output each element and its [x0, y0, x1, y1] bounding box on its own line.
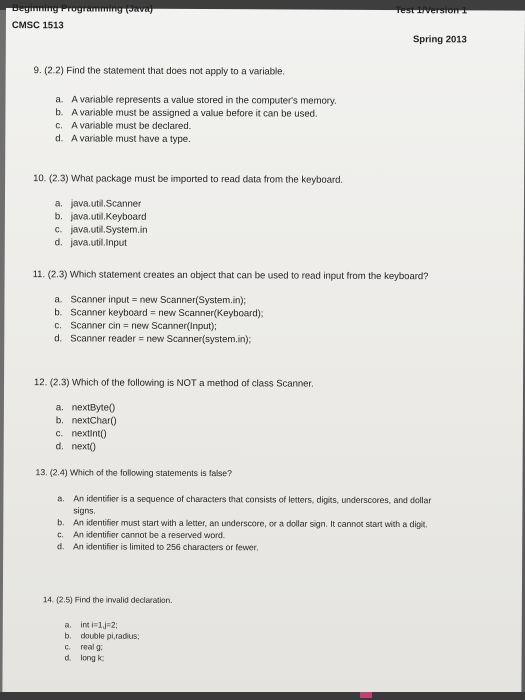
option-item: [55, 132, 473, 147]
option-text: nextByte(): [71, 402, 116, 414]
option-list: [55, 197, 473, 251]
exam-page: [2, 3, 525, 695]
option-letter: b.: [55, 107, 64, 119]
option-text: int i=1,j=2;: [80, 620, 118, 630]
question-stem: 12. (2.3) Which of the following is NOT a method of class Scanner.: [34, 377, 314, 390]
option-letter: d.: [54, 237, 63, 249]
option-text: java.util.Input: [70, 237, 127, 249]
option-text: An identifier is limited to 256 characters or fewer.: [73, 541, 259, 553]
option-text: java.util.Keyboard: [70, 211, 147, 223]
option-letter: a.: [55, 402, 64, 414]
option-item: [55, 236, 473, 251]
option-list: [54, 293, 452, 347]
option-list: [65, 619, 443, 665]
option-text: Scanner cin = new Scanner(Input);: [70, 320, 217, 333]
option-letter: d.: [54, 333, 63, 345]
question-13: [35, 466, 445, 554]
question-stem: 14. (2.5) Find the invalid declaration.: [42, 595, 173, 605]
test-version: Test 1/Version 1: [395, 5, 468, 17]
option-letter: a.: [57, 493, 65, 504]
option-text: nextInt(): [71, 428, 107, 440]
question-10: [33, 172, 473, 251]
option-letter: b.: [54, 307, 63, 319]
option-text: nextChar(): [71, 415, 117, 427]
option-letter: a.: [64, 620, 72, 630]
header-left: [11, 3, 153, 33]
header-right: [395, 5, 468, 46]
option-text: next(): [71, 441, 97, 453]
option-text: Scanner keyboard = new Scanner(Keyboard);: [70, 307, 264, 320]
option-letter: c.: [55, 428, 64, 440]
option-item: [65, 652, 443, 665]
option-text: double pi,radius;: [80, 631, 140, 641]
option-item: [56, 440, 474, 455]
option-letter: b.: [57, 517, 65, 528]
option-text: long k;: [80, 653, 105, 663]
question-14: [43, 594, 443, 665]
option-text: java.util.Scanner: [70, 198, 142, 210]
bottom-dark-strip: [0, 692, 525, 700]
option-letter: b.: [54, 211, 63, 223]
option-text: Scanner input = new Scanner(System.in);: [70, 294, 247, 307]
option-letter: b.: [64, 631, 72, 641]
option-letter: d.: [64, 653, 72, 663]
question-stem: 11. (2.3) Which statement creates an object that can be used to read input from the keyboard?: [32, 269, 429, 283]
question-stem: 10. (2.3) What package must be imported to read data from the keyboard.: [33, 173, 344, 186]
option-text: A variable must be declared.: [71, 120, 192, 132]
option-letter: c.: [57, 529, 64, 540]
option-text: An identifier must start with a letter, an underscore, or a dollar sign. It cannot start with a digit.: [73, 517, 428, 530]
option-text: An identifier is a sequence of characters that consists of letters, digits, underscores, and dollar signs.: [73, 493, 432, 516]
option-text: java.util.System.in: [70, 224, 148, 236]
option-letter: b.: [55, 415, 64, 427]
option-item: [54, 332, 452, 347]
course-code: CMSC 1513: [11, 20, 64, 32]
option-text: A variable must be assigned a value before it can be used.: [71, 107, 318, 120]
course-name: Beginning Programming (Java): [11, 3, 153, 15]
option-letter: a.: [55, 94, 64, 106]
question-stem: 13. (2.4) Which of the following statements is false?: [35, 467, 232, 479]
option-list: [56, 401, 474, 455]
question-12: [34, 376, 474, 455]
option-letter: a.: [54, 198, 63, 210]
question-9: [33, 64, 473, 147]
option-letter: c.: [54, 224, 63, 236]
option-text: An identifier cannot be a reserved word.: [73, 529, 226, 541]
option-list: [55, 93, 473, 147]
option-item: [57, 492, 445, 518]
pink-marker: [360, 692, 372, 698]
option-item: [57, 540, 445, 554]
option-text: A variable must have a type.: [71, 133, 191, 145]
option-letter: c.: [54, 320, 62, 332]
term: Spring 2013: [412, 34, 467, 46]
option-list: [57, 492, 445, 554]
option-text: real g;: [80, 642, 103, 652]
question-stem: 9. (2.2) Find the statement that does not apply to a variable.: [33, 65, 286, 78]
option-letter: a.: [54, 294, 63, 306]
option-letter: d.: [55, 441, 64, 453]
option-text: A variable represents a value stored in the computer's memory.: [71, 94, 337, 107]
option-letter: d.: [57, 541, 65, 552]
option-letter: d.: [55, 133, 64, 145]
option-letter: c.: [64, 642, 71, 652]
option-letter: c.: [55, 120, 63, 132]
question-11: [32, 268, 452, 347]
option-text: Scanner reader = new Scanner(system.in);: [70, 333, 252, 346]
